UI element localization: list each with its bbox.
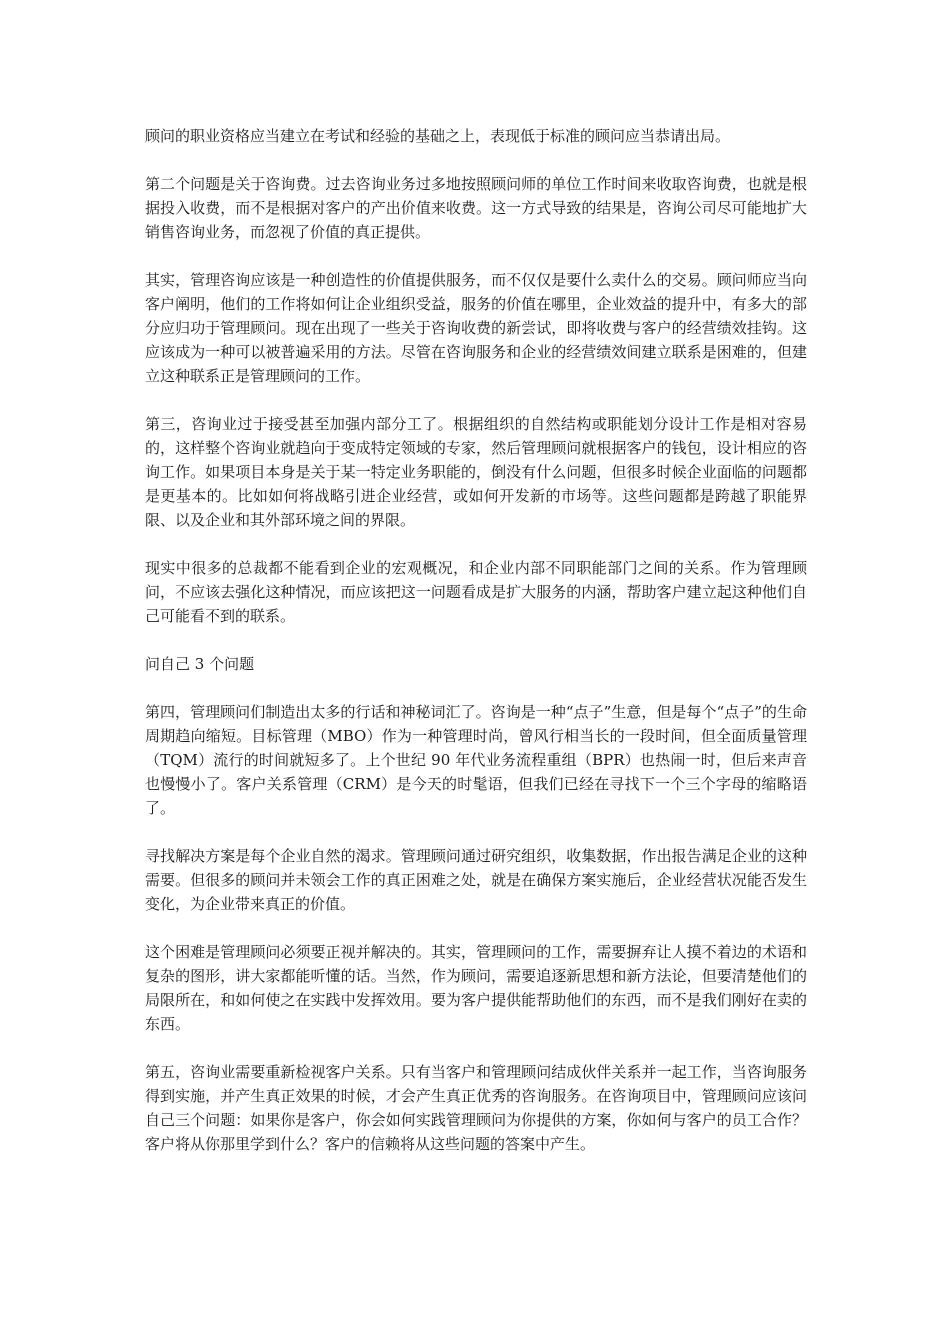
paragraph-value-service: 其实，管理咨询应该是一种创造性的价值提供服务，而不仅仅是要什么卖什么的交易。顾问师应当向客户阐明，他们的工作将如何让企业组织受益，服务的价值在哪里，企业效益的提升中，有多大的部分应归功于管理顾问。现在出现了一些关于咨询收费的新尝试，即将收费与客户的经营绩效挂钩。这应该成为一种可以被普遍采用的方法。尽管在咨询服务和企业的经营绩效间建立联系是困难的，但建立这种联系正是管理顾问的工作。	[145, 271, 807, 385]
section-heading: 问自己 3 个问题	[145, 655, 255, 673]
paragraph-jargon: 第四，管理顾问们制造出太多的行话和神秘词汇了。咨询是一种“点子”生意，但是每个“点子”的生命周期趋向缩短。目标管理（MBO）作为一种管理时尚，曾风行相当长的一段时间，但全面质量管理（TQM）流行的时间就短多了。上个世纪 90 年代业务流程重组（BPR）也热闹一时，但后来声音也慢慢小了。客户关系管理（CRM）是今天的时髦语，但我们已经在寻找下一个三个字母的缩略语了。	[145, 703, 807, 817]
paragraph-difficulty: 这个困难是管理顾问必须要正视并解决的。其实，管理顾问的工作，需要摒弃让人摸不着边的术语和复杂的图形，讲大家都能听懂的话。当然，作为顾问，需要追逐新思想和新方法论，但要清楚他们的局限所在，和如何使之在实践中发挥效用。要为客户提供能帮助他们的东西，而不是我们刚好在卖的东西。	[145, 943, 807, 1033]
paragraph-solutions: 寻找解决方案是每个企业自然的渴求。管理顾问通过研究组织，收集数据，作出报告满足企业的这种需要。但很多的顾问并未领会工作的真正困难之处，就是在确保方案实施后，企业经营状况能否发生变化，为企业带来真正的价值。	[145, 847, 807, 913]
paragraph-client-relationship: 第五，咨询业需要重新检视客户关系。只有当客户和管理顾问结成伙伴关系并一起工作，当咨询服务得到实施，并产生真正效果的时候，才会产生真正优秀的咨询服务。在咨询项目中，管理顾问应该问自己三个问题：如果你是客户，你会如何实践管理顾问为你提供的方案，你如何与客户的员工合作？客户将从你那里学到什么？客户的信赖将从这些问题的答案中产生。	[145, 1063, 807, 1153]
paragraph-ceo-overview: 现实中很多的总裁都不能看到企业的宏观概况，和企业内部不同职能部门之间的关系。作为管理顾问，不应该去强化这种情况，而应该把这一问题看成是扩大服务的内涵，帮助客户建立起这种他们自己可能看不到的联系。	[145, 559, 807, 625]
paragraph-qualification: 顾问的职业资格应当建立在考试和经验的基础之上，表现低于标准的顾问应当恭请出局。	[145, 127, 731, 145]
document-body	[145, 124, 807, 1180]
paragraph-division-of-labor: 第三，咨询业过于接受甚至加强内部分工了。根据组织的自然结构或职能划分设计工作是相对容易的，这样整个咨询业就趋向于变成特定领域的专家，然后管理顾问就根据客户的钱包，设计相应的咨询工作。如果项目本身是关于某一特定业务职能的，倒没有什么问题，但很多时候企业面临的问题都是更基本的。比如如何将战略引进企业经营，或如何开发新的市场等。这些问题都是跨越了职能界限、以及企业和其外部环境之间的界限。	[145, 415, 807, 529]
paragraph-consulting-fee: 第二个问题是关于咨询费。过去咨询业务过多地按照顾问师的单位工作时间来收取咨询费，也就是根据投入收费，而不是根据对客户的产出价值来收费。这一方式导致的结果是，咨询公司尽可能地扩大销售咨询业务，而忽视了价值的真正提供。	[145, 175, 807, 241]
